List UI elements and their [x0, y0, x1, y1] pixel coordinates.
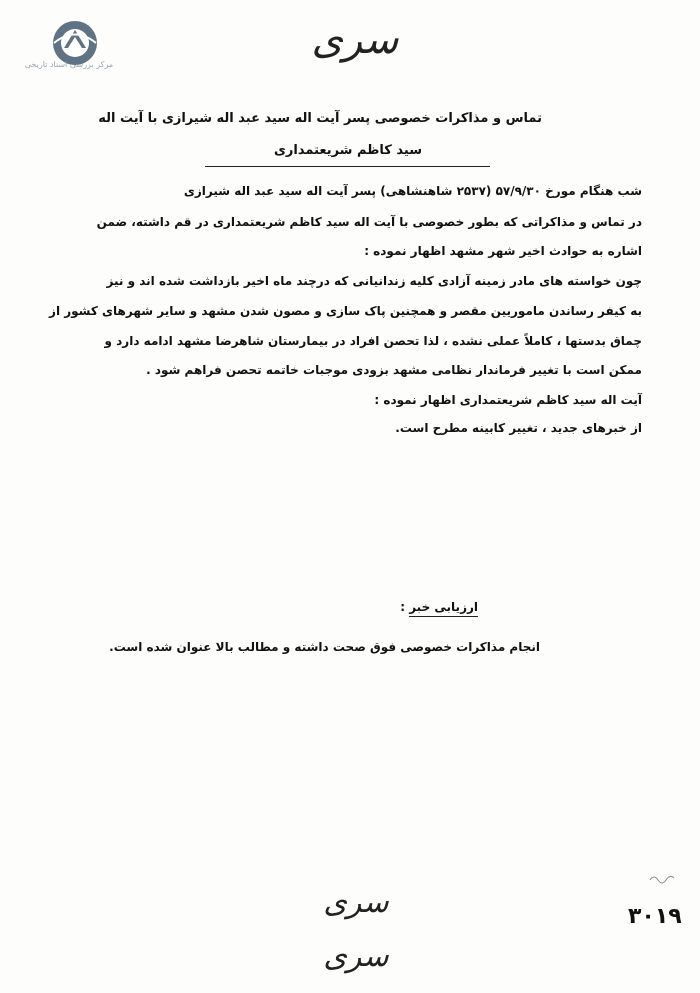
evaluation-text: انجام مذاکرات خصوصی فوق صحت داشته و مطالب بالا عنوان شده است.	[109, 640, 540, 654]
body-line: چماق بدستها ، کاملاً عملی نشده ، لذا تحصن افراد در بیمارستان شاهرضا مشهد ادامه دارد و	[104, 334, 642, 348]
page-number: ۳۰۱۹	[628, 904, 682, 929]
body-line: شب هنگام مورخ ۵۷/۹/۳۰ (۲۵۳۷ شاهنشاهی) پسر آیت اله سید عبد اله شیرازی	[183, 184, 642, 198]
body-line: ممکن است با تغییر فرماندار نظامی مشهد بزودی موجبات خاتمه تحصن فراهم شود .	[146, 363, 642, 377]
evaluation-heading-label: ارزیابی خبر	[409, 600, 478, 617]
corner-scribble-icon	[648, 872, 678, 884]
classification-bottom: سری	[323, 939, 389, 974]
archive-caption: مرکز بررسی اسناد تاریخی	[24, 60, 114, 69]
title-underline	[205, 166, 490, 167]
evaluation-heading	[400, 600, 478, 614]
body-line: از خبرهای جدید ، تغییر کابینه مطرح است.	[395, 421, 642, 435]
classification-top: سری	[311, 17, 399, 63]
title-line-1: تماس و مذاکرات خصوصی پسر آیت اله سید عبد اله شیرازی با آیت اله	[98, 111, 542, 126]
evaluation-heading-colon: :	[400, 600, 406, 614]
body-line: در تماس و مذاکراتی که بطور خصوصی با آیت اله سید کاظم شریعتمداری در قم داشته، ضمن	[96, 215, 642, 229]
body-line: چون خواسته های مادر زمینه آزادی کلیه زندانیانی که درچند ماه اخیر بازداشت شده اند و نیز	[106, 274, 642, 288]
classification-bottom: سری	[323, 885, 389, 920]
body-line: به کیفر رساندن ماموریین مقصر و همچنین پاک سازی و مصون شدن مشهد و سایر شهرهای کشور از	[49, 304, 642, 318]
body-line: اشاره به حوادث اخیر شهر مشهد اظهار نموده :	[364, 244, 642, 258]
body-line: آیت اله سید کاظم شریعتمداری اظهار نموده :	[374, 393, 642, 407]
title-line-2: سید کاظم شریعتمداری	[273, 143, 422, 158]
